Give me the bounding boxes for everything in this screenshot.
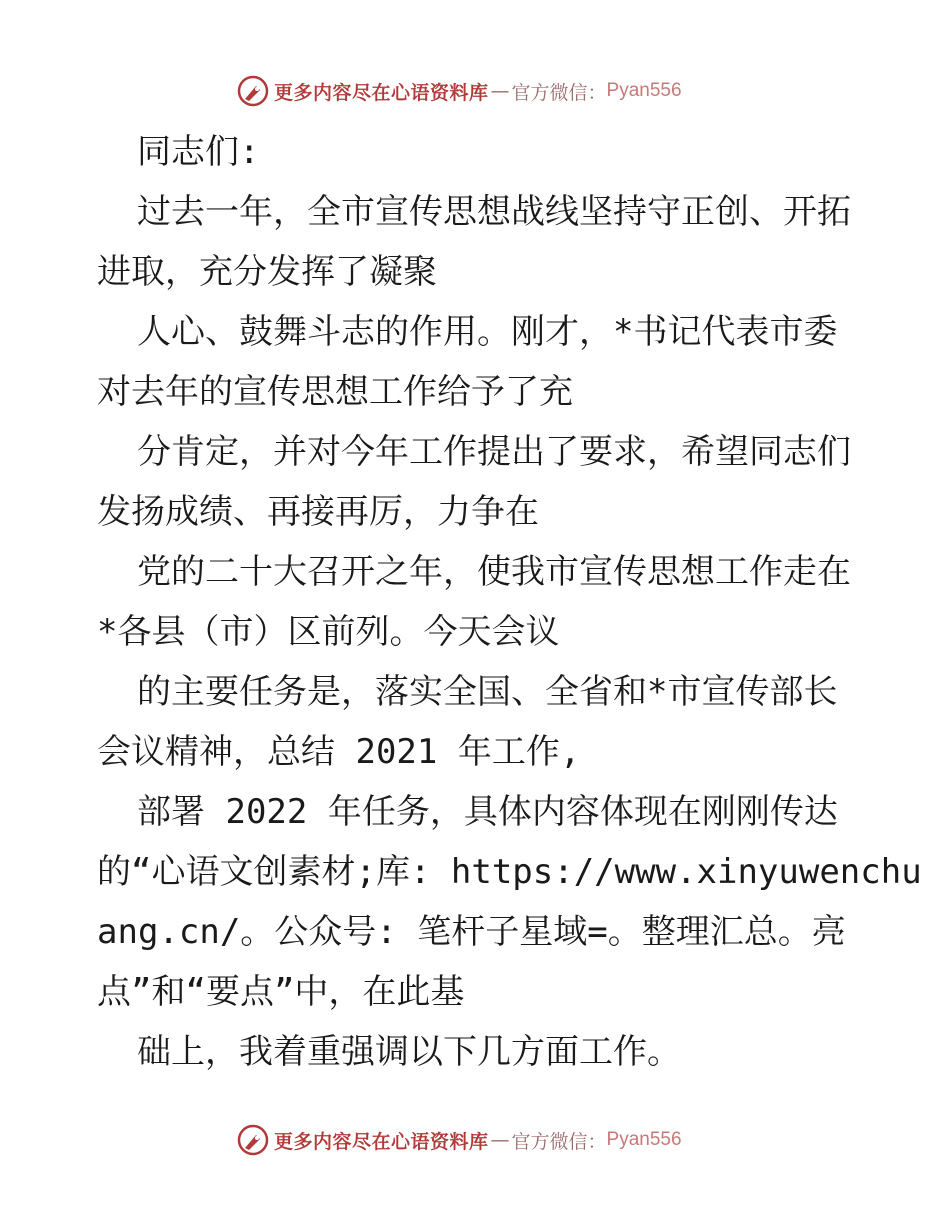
- header-watermark: [236, 73, 756, 109]
- document-line: ang.cn/。公众号: 笔杆子星域=。整理汇总。亮: [97, 912, 846, 952]
- watermark-wechat-label: 官方微信：: [511, 1130, 607, 1153]
- document-line: [97, 542, 857, 602]
- document-line: [97, 782, 857, 842]
- watermark-wechat-handle: Pyan556: [606, 80, 682, 101]
- watermark-separator: —: [490, 80, 510, 102]
- document-line-text: 的主要任务是，落实全国、全省和*市宣传部长: [137, 672, 838, 712]
- document-line: 发扬成绩、再接再厉，力争在: [97, 492, 539, 532]
- document-line-text: 分肯定，并对今年工作提出了要求，希望同志们: [137, 432, 851, 472]
- document-line-text: 党的二十大召开之年，使我市宣传思想工作走在: [137, 552, 851, 592]
- watermark-separator: —: [490, 1129, 510, 1151]
- watermark-wechat-handle: Pyan556: [606, 1129, 682, 1150]
- pen-nib-circle-icon: [236, 1123, 270, 1157]
- document-line: [97, 422, 857, 482]
- document-body: [97, 122, 922, 1082]
- document-line: [97, 302, 857, 362]
- document-line: 的“心语文创素材;库: https://www.xinyuwenchu: [97, 852, 922, 892]
- document-line-text: 过去一年，全市宣传思想战线坚持守正创、开拓: [137, 192, 851, 232]
- document-line: *各县（市）区前列。今天会议: [97, 612, 560, 652]
- pen-nib-circle-icon: [236, 74, 270, 108]
- document-line: 进取，充分发挥了凝聚: [97, 252, 437, 292]
- watermark-promo-text: 更多内容尽在心语资料库: [274, 81, 489, 104]
- document-line-text: 础上，我着重强调以下几方面工作。: [137, 1032, 681, 1072]
- document-line-text: 人心、鼓舞斗志的作用。刚才，*书记代表市委: [137, 312, 838, 352]
- watermark-wechat-label: 官方微信：: [511, 81, 607, 104]
- document-line: [97, 182, 857, 242]
- document-line: [97, 1022, 857, 1082]
- document-line: 会议精神，总结 2021 年工作,: [97, 732, 581, 772]
- document-line-text: 部署 2022 年任务，具体内容体现在刚刚传达: [137, 792, 838, 832]
- document-line: [97, 662, 857, 722]
- watermark-promo-text: 更多内容尽在心语资料库: [274, 1130, 489, 1153]
- document-line-text: 同志们:: [137, 132, 260, 172]
- footer-watermark: [236, 1122, 756, 1158]
- document-line: [97, 122, 857, 182]
- document-line: 对去年的宣传思想工作给予了充: [97, 372, 573, 412]
- document-line: 点”和“要点”中，在此基: [97, 972, 465, 1012]
